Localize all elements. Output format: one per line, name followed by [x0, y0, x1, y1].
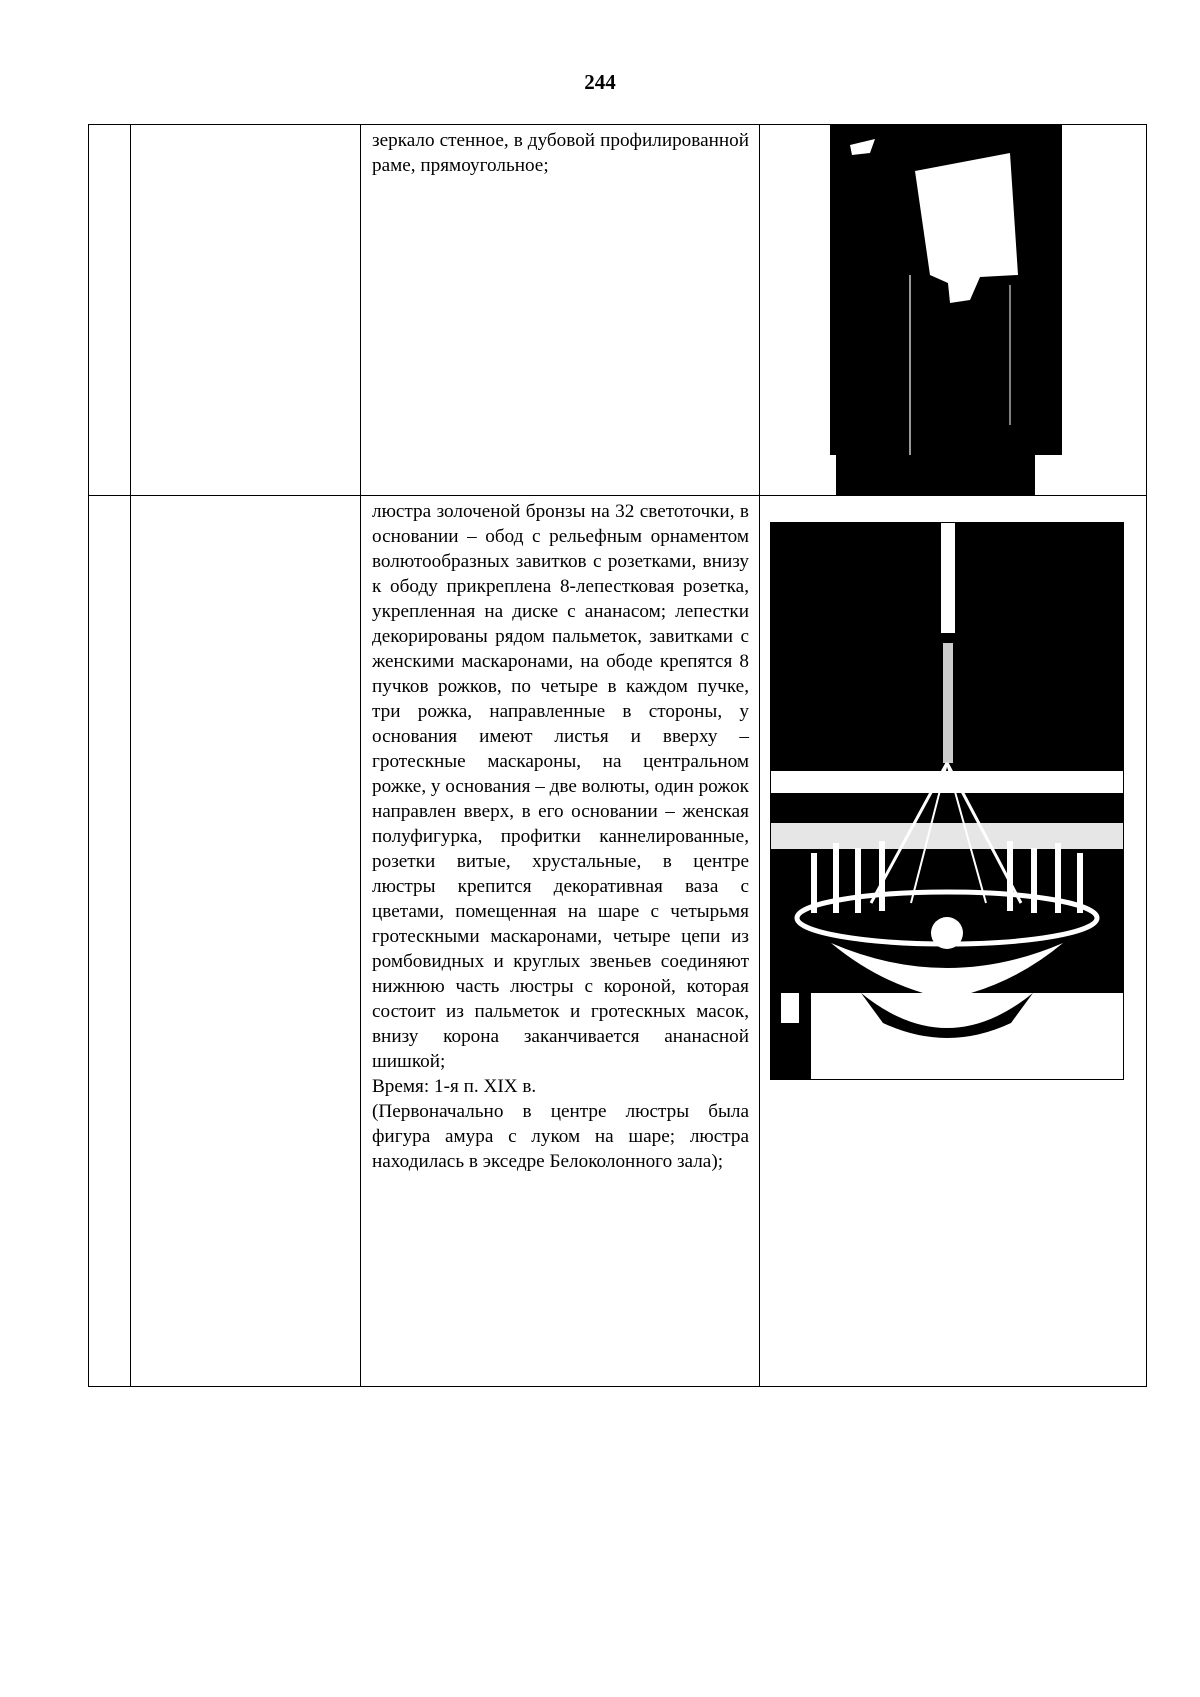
table-row [89, 496, 1147, 1387]
name-cell [131, 496, 361, 1387]
name-cell [131, 125, 361, 496]
number-cell [89, 125, 131, 496]
photo-cell [760, 125, 1147, 496]
page-number: 244 [584, 70, 616, 94]
date-text: Время: 1-я п. XIX в. [372, 1076, 537, 1097]
photo-cell [760, 496, 1147, 1387]
description-text: люстра золоченой бронзы на 32 светоточки, в основании – обод с рельефным орнаментом волютообразных завитков с розетками, внизу к ободу прикреплена 8-лепестковая розетка, укрепленная на диске с ананасом; лепестки декорированы рядом пальметок, завитками с женскими маскаронами, на ободе крепятся 8 пучков рожков, по четыре в каждом пучке, три рожка, направленные в стороны, у основания имеют листья и вверху – гротескные маскароны, на центральном рожке, у основания – две волюты, один рожок направлен вверх, в его основании – женская полуфигурка, профитки каннелированные, розетки витые, хрустальные, в центре люстры крепится декоративная ваза с цветами, помещенная на шаре с четырьмя гротескными маскаронами, четыре цепи из ромбовидных и круглых звеньев соединяют нижнюю часть люстры с короной, которая состоит из пальметок и гротескных масок, внизу корона заканчивается ананасной шишкой; [372, 501, 749, 1072]
mirror-photo [830, 125, 1062, 495]
description-cell [361, 125, 760, 496]
number-cell [89, 496, 131, 1387]
description-cell [361, 496, 760, 1387]
description-text: зеркало стенное, в дубовой профилированной раме, прямоугольное; [372, 130, 749, 176]
note-text: (Первоначально в центре люстры была фигура амура с луком на шаре; люстра находилась в экседре Белоколонного зала); [372, 1101, 749, 1172]
chandelier-photo [770, 522, 1124, 1080]
table-row [89, 125, 1147, 496]
registry-table [88, 124, 1147, 1387]
